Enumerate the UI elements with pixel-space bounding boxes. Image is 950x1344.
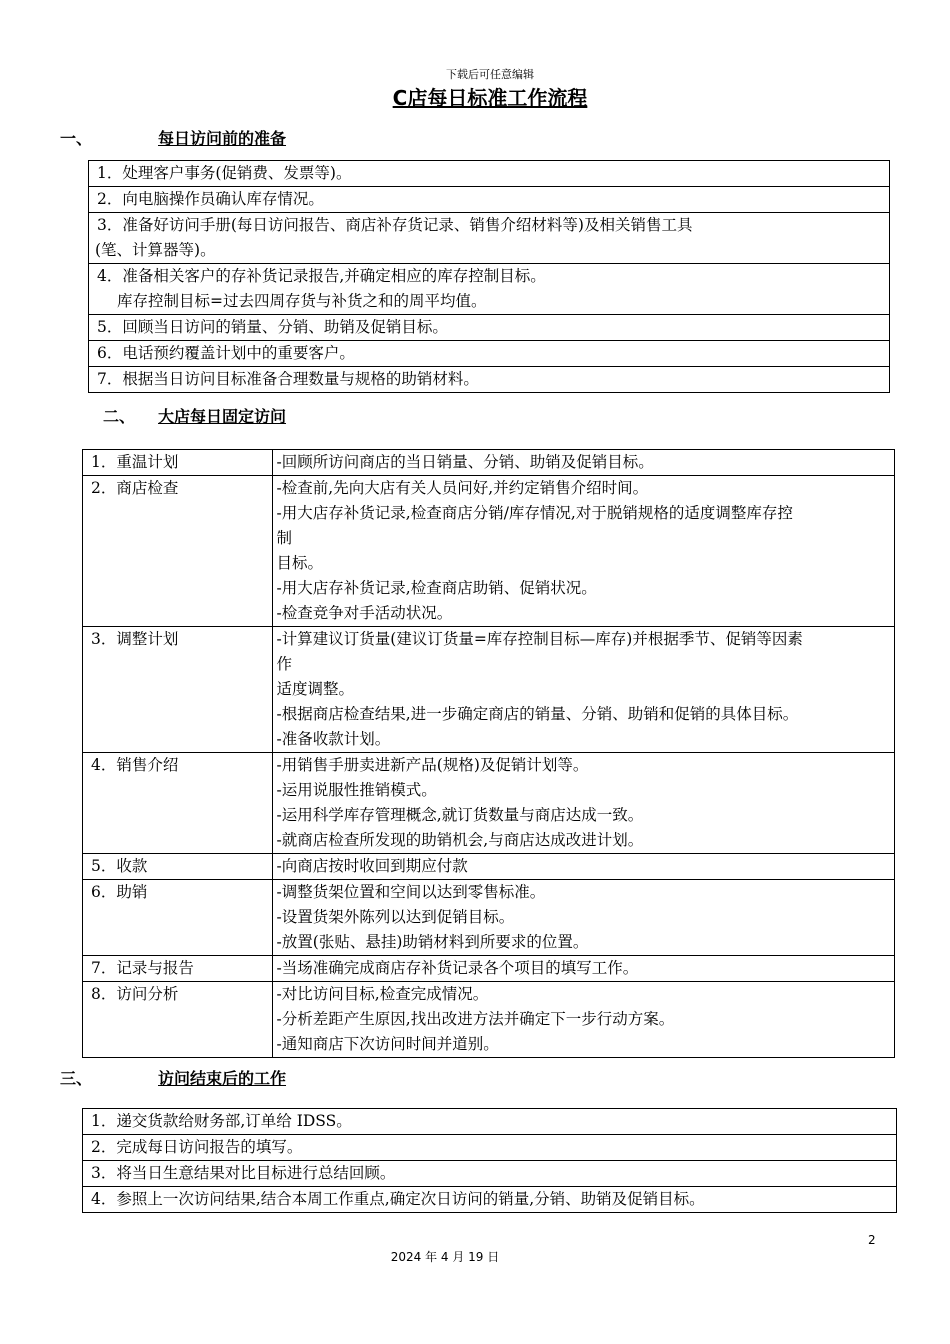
step-detail: -设置货架外陈列以达到促销目标。 [276,908,515,926]
step-detail: 制 [276,529,293,547]
table-row [89,341,890,367]
section-number: 一、 [60,129,93,148]
table-row [89,315,890,341]
step-detail: 目标。 [276,554,324,572]
table-row [83,627,895,753]
step-label: 8．访问分析 [91,985,179,1003]
step-detail: -用大店存补货记录,检查商店助销、促销状况。 [276,579,597,597]
section-number: 三、 [60,1069,93,1088]
step-detail: -运用说服性推销模式。 [276,781,437,799]
table-row [89,161,890,187]
table-row [83,956,895,982]
visit-table [82,449,895,1058]
prep-table [88,160,890,393]
header-note: 下载后可任意编辑 [446,68,534,81]
section-title: 大店每日固定访问 [158,407,287,426]
step-detail: -对比访问目标,检查完成情况。 [276,985,489,1003]
step-detail: -用大店存补货记录,检查商店分销/库存情况,对于脱销规格的适度调整库存控 [276,504,793,522]
step-label: 2．商店检查 [91,479,179,497]
step-detail: -回顾所访问商店的当日销量、分销、助销及促销目标。 [276,453,654,471]
step-label: 4．销售介绍 [91,756,179,774]
step-detail: 适度调整。 [276,680,355,698]
post-visit-table [82,1108,897,1213]
table-row [83,982,895,1058]
step-detail: 作 [276,655,293,673]
step-detail: -调整货架位置和空间以达到零售标准。 [276,883,546,901]
table-row [83,753,895,854]
table-cell-text: (笔、计算器等)。 [95,241,216,259]
table-cell-text: 库存控制目标=过去四周存货与补货之和的周平均值。 [117,292,487,310]
table-cell-text: 1．处理客户事务(促销费、发票等)。 [97,164,352,182]
table-cell-text: 4．准备相关客户的存补货记录报告,并确定相应的库存控制目标。 [97,267,546,285]
section-title: 访问结束后的工作 [158,1069,287,1088]
table-row [83,1161,897,1187]
step-detail: -运用科学库存管理概念,就订货数量与商店达成一致。 [276,806,644,824]
table-row [89,213,890,264]
table-row [83,476,895,627]
step-label: 5．收款 [91,857,148,875]
step-detail: -分析差距产生原因,找出改进方法并确定下一步行动方案。 [276,1010,675,1028]
step-detail: -准备收款计划。 [276,730,391,748]
table-row [83,880,895,956]
step-detail: -就商店检查所发现的助销机会,与商店达成改进计划。 [276,831,644,849]
table-cell-text: 2．向电脑操作员确认库存情况。 [97,190,324,208]
step-detail: -检查竞争对手活动状况。 [276,604,453,622]
table-row [83,1135,897,1161]
page-number: 2 [868,1233,876,1247]
step-label: 6．助销 [91,883,148,901]
step-label: 3．调整计划 [91,630,179,648]
section-number: 二、 [103,407,136,426]
step-detail: -放置(张贴、悬挂)助销材料到所要求的位置。 [276,933,589,951]
table-cell-text: 1．递交货款给财务部,订单给 IDSS。 [91,1112,352,1130]
document-title: C店每日标准工作流程 [392,86,588,110]
section-title: 每日访问前的准备 [158,129,287,148]
table-row [89,187,890,213]
step-label: 7．记录与报告 [91,959,194,977]
table-cell-text: 3．将当日生意结果对比目标进行总结回顾。 [91,1164,396,1182]
table-cell-text: 5．回顾当日访问的销量、分销、助销及促销目标。 [97,318,448,336]
table-row [83,1109,897,1135]
step-detail: -检查前,先向大店有关人员问好,并约定销售介绍时间。 [276,479,649,497]
step-detail: -根据商店检查结果,进一步确定商店的销量、分销、助销和促销的具体目标。 [276,705,799,723]
table-cell-text: 4．参照上一次访问结果,结合本周工作重点,确定次日访问的销量,分销、助销及促销目标。 [91,1190,705,1208]
step-detail: -通知商店下次访问时间并道别。 [276,1035,499,1053]
step-label: 1．重温计划 [91,453,179,471]
table-row [89,367,890,393]
step-detail: -计算建议订货量(建议订货量=库存控制目标—库存)并根据季节、促销等因素 [276,630,803,648]
table-cell-text: 2．完成每日访问报告的填写。 [91,1138,303,1156]
step-detail: -向商店按时收回到期应付款 [276,857,468,875]
footer-date: 2024 年 4 月 19 日 [390,1250,500,1264]
step-detail: -用销售手册卖进新产品(规格)及促销计划等。 [276,756,589,774]
table-cell-text: 3．准备好访问手册(每日访问报告、商店补存货记录、销售介绍材料等)及相关销售工具 [97,216,693,234]
table-row [83,1187,897,1213]
table-row [83,854,895,880]
table-row [83,450,895,476]
table-cell-text: 6．电话预约覆盖计划中的重要客户。 [97,344,355,362]
table-row [89,264,890,315]
table-cell-text: 7．根据当日访问目标准备合理数量与规格的助销材料。 [97,370,479,388]
step-detail: -当场准确完成商店存补货记录各个项目的填写工作。 [276,959,639,977]
